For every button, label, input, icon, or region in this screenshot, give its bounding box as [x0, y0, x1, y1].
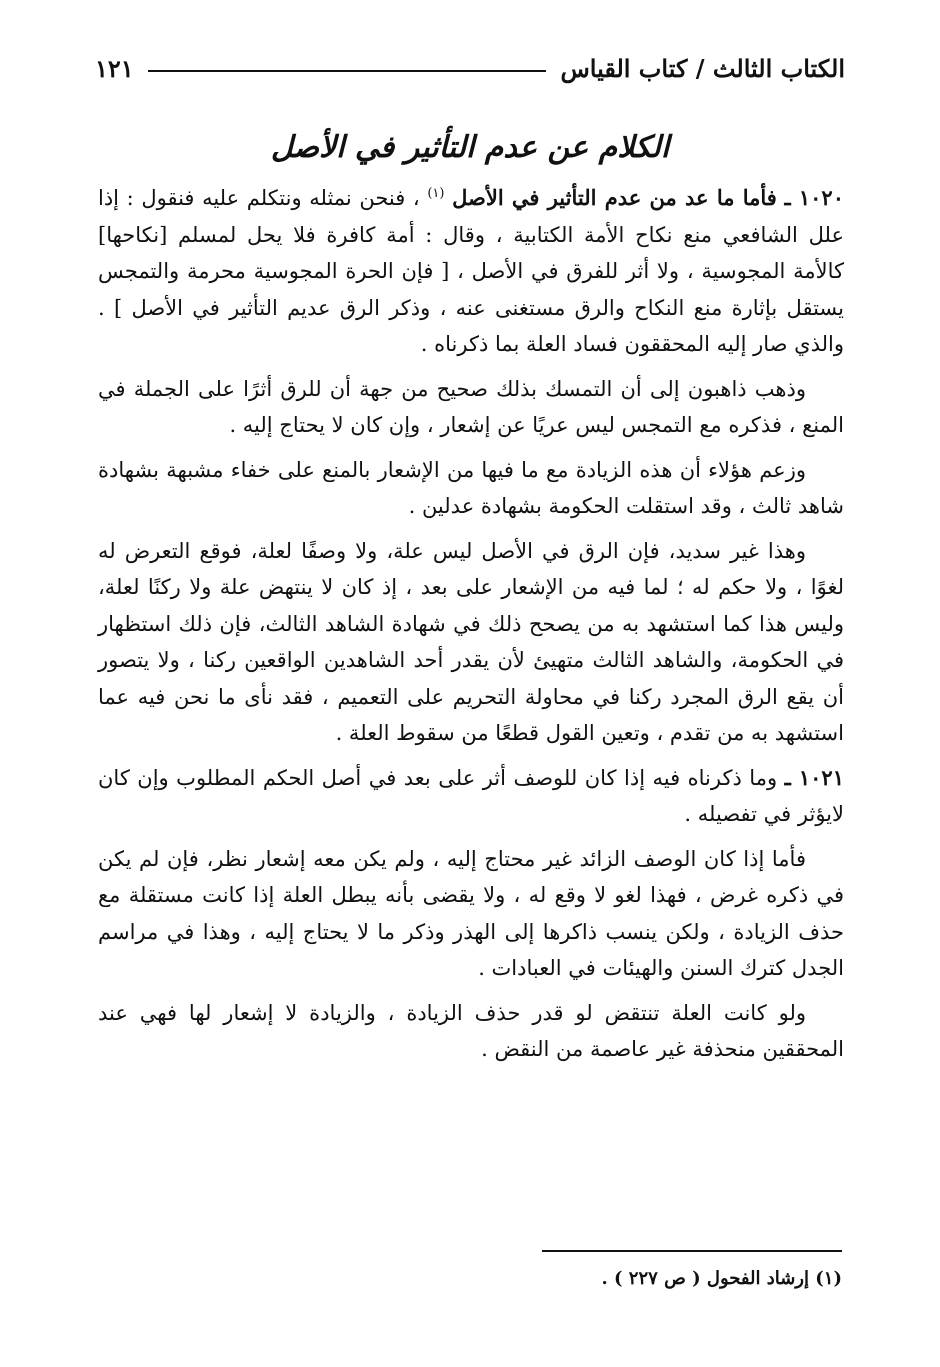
paragraph — [98, 995, 844, 1068]
paragraph-text: ولو كانت العلة تنتقض لو قدر حذف الزيادة ، والزيادة لا إشعار لها فهي عند المحققين منحذفة غير عاصمة من النقض . — [98, 1000, 844, 1061]
paragraph — [98, 841, 844, 987]
paragraph-number: ١٠٢١ ـ — [784, 764, 844, 790]
paragraph — [98, 371, 844, 444]
footnote-marker: (١) — [427, 186, 445, 201]
paragraph — [98, 452, 844, 525]
paragraph-text: وهذا غير سديد، فإن الرق في الأصل ليس علة، ولا وصفًا لعلة، فوقع التعرض له لغوًا ، ولا حكم له ؛ لما فيه من الإشعار على بعد ، إذ كان لا ينتهض علة ولا ركنًا لعلة، وليس هذا كما استشهد به من يصحح ذلك في شهادة الشاهد الثالث، فإن ذلك استظهار في الحكومة، والشاهد الثالث متهيئ لأن يقدر أحد الشاهدين الواقعين ركنا ، ولا يتصور أن يقع الرق المجرد ركنا في محاولة التحريم على التعميم ، فقد نأى ما نحن فيه عما استشهد به من تقدم ، وتعين القول قطعًا من سقوط العلة . — [98, 538, 844, 745]
header-rule — [148, 70, 547, 72]
paragraph-text: وزعم هؤلاء أن هذه الزيادة مع ما فيها من الإشعار بالمنع على خفاء مشبهة بشهادة شاهد ثالث ، وقد استقلت الحكومة بشهادة عدلين . — [98, 457, 844, 518]
paragraph-1020 — [98, 180, 844, 363]
paragraph-text: وما ذكرناه فيه إذا كان للوصف أثر على بعد في أصل الحكم المطلوب وإن كان لايؤثر في تفصيله . — [98, 765, 844, 826]
paragraph-text: وذهب ذاهبون إلى أن التمسك بذلك صحيح من جهة أن للرق أثرًا على الجملة في المنع ، فذكره مع التمجس ليس عريًا عن إشعار ، وإن كان لا يحتاج إليه . — [98, 376, 844, 437]
body-text — [98, 180, 844, 1076]
running-header-title: الكتاب الثالث / كتاب القياس — [560, 53, 845, 83]
paragraph-number: ١٠٢٠ ـ — [784, 185, 844, 210]
page-number: ١٢١ — [95, 53, 134, 83]
footnote: (١) إرشاد الفحول ( ص ٢٢٧ ) . — [601, 1268, 842, 1289]
section-title: الكلام عن عدم التأثير في الأصل — [270, 130, 670, 165]
footnote-rule — [542, 1250, 842, 1252]
paragraph-1021 — [98, 760, 844, 833]
paragraph-text: فأما إذا كان الوصف الزائد غير محتاج إليه ، ولم يكن معه إشعار نظر، فإن لم يكن في ذكره غرض ، فهذا لغو لا وقع له ، ولا يقضى بأنه يبطل العلة إذا كانت مستقلة مع حذف الزيادة ، ولكن ينسب ذاكرها إلى الهذر وذكر ما لا يحتاج إليه ، وهذا في مراسم الجدل كترك السنن والهيئات في العبادات . — [98, 846, 844, 980]
paragraph-text: ، فنحن نمثله ونتكلم عليه فنقول : إذا علل الشافعي منع نكاح الأمة الكتابية ، وقال : أمة كافرة فلا يحل لمسلم [نكاحها] كالأمة المجوسية ، ولا أثر للفرق في الأصل ، [ فإن الحرة المجوسية محرمة والتمجس يستقل بإثارة منع النكاح والرق مستغنى عنه ، وذكر الرق عديم التأثير في الأصل ] . والذي صار إليه المحققون فساد العلة بما ذكرناه . — [98, 186, 844, 356]
paragraph-lead: فأما ما عد من عدم التأثير في الأصل — [452, 185, 777, 210]
running-header — [95, 48, 845, 88]
paragraph — [98, 533, 844, 752]
